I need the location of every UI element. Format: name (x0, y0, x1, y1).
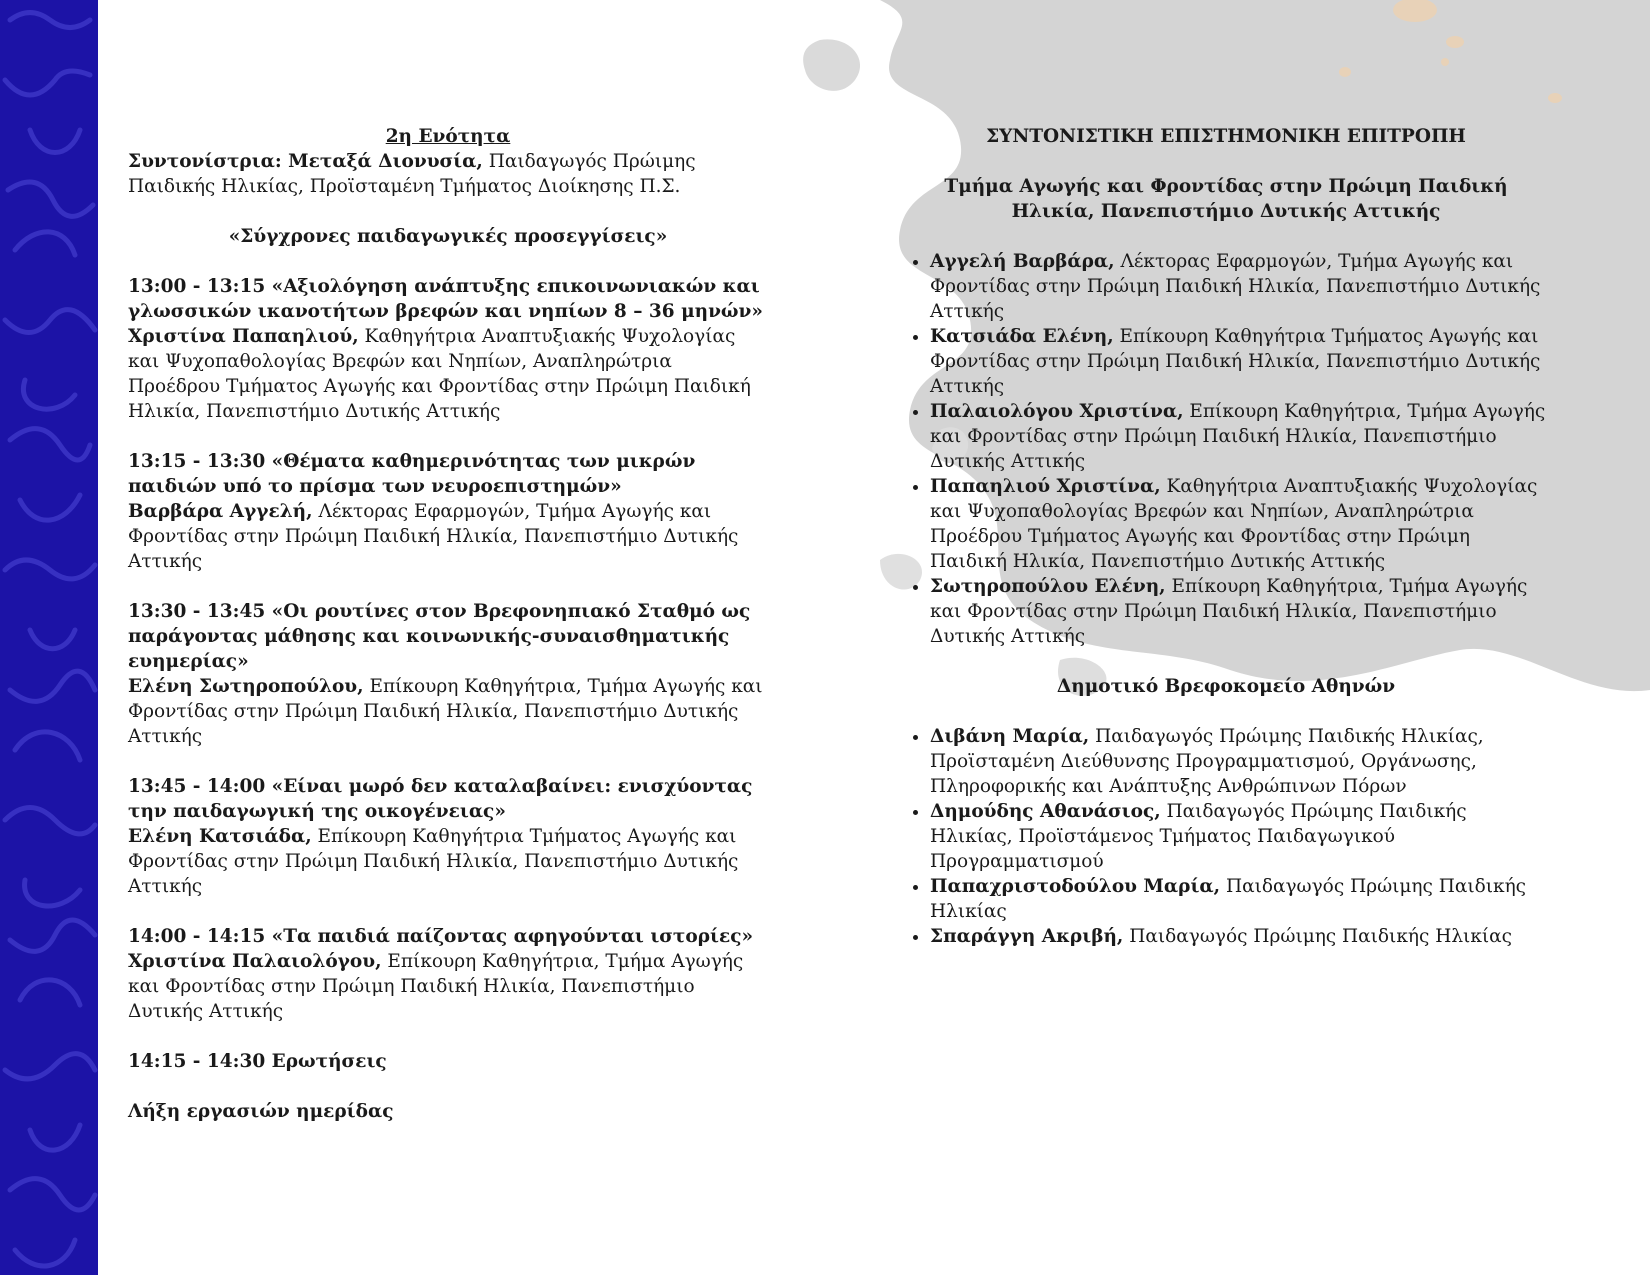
talk-item (128, 599, 768, 749)
department-members-list (900, 249, 1552, 649)
organization-members-list (900, 724, 1552, 949)
member-name: Διβάνη Μαρία, (930, 726, 1090, 747)
talk-heading: 13:45 - 14:00 «Είναι μωρό δεν καταλαβαίνει: ενισχύοντας την παιδαγωγική της οικογένειας» (128, 776, 753, 822)
talk-affiliation: Επίκουρη Καθηγήτρια Τμήματος Αγωγής και Φροντίδας στην Πρώιμη Παιδική Ηλικία, Πανεπιστήμιο Δυτικής Αττικής (128, 826, 739, 897)
closing-line: Λήξη εργασιών ημερίδας (128, 1101, 394, 1122)
member-role: Καθηγήτρια Αναπτυξιακής Ψυχολογίας και Ψυχοπαθολογίας Βρεφών και Νηπίων, Αναπληρώτρια Προέδρου Τμήματος Αγωγής και Φροντίδας στην Πρώιμη Παιδική Ηλικία, Πανεπιστήμιο Δυτικής Αττικής (930, 476, 1538, 572)
member-role: Παιδαγωγός Πρώιμης Παιδικής Ηλικίας, Προϊστάμενος Τμήματος Παιδαγωγικού Προγραμματισμού (930, 801, 1467, 872)
member-role: Επίκουρη Καθηγήτρια Τμήματος Αγωγής και Φροντίδας στην Πρώιμη Παιδική Ηλικία, Πανεπιστήμιο Δυτικής Αττικής (930, 326, 1541, 397)
talk-affiliation: Επίκουρη Καθηγήτρια, Τμήμα Αγωγής και Φροντίδας στην Πρώιμη Παιδική Ηλικία, Πανεπιστήμιο Δυτικής Αττικής (128, 676, 763, 747)
talk-affiliation: Καθηγήτρια Αναπτυξιακής Ψυχολογίας και Ψυχοπαθολογίας Βρεφών και Νηπίων, Αναπληρώτρια Προέδρου Τμήματος Αγωγής και Φροντίδας στην Πρώιμη Παιδική Ηλικία, Πανεπιστήμιο Δυτικής Αττικής (128, 326, 751, 422)
member-name: Παπαηλιού Χριστίνα, (930, 476, 1161, 497)
talk-heading: 13:30 - 13:45 «Οι ρουτίνες στον Βρεφονηπιακό Σταθμό ως παράγοντας μάθησης και κοινωνικής-συναισθηματικής ευημερίας» (128, 601, 751, 672)
session-theme: «Σύγχρονες παιδαγωγικές προσεγγίσεις» (228, 226, 668, 247)
member-role: Παιδαγωγός Πρώιμης Παιδικής Ηλικίας (930, 876, 1527, 922)
talk-speaker: Χριστίνα Παπαηλιού, (128, 326, 359, 347)
speck-5 (1441, 58, 1449, 66)
list-item (930, 324, 1552, 399)
talk-speaker: Ελένη Σωτηροπούλου, (128, 676, 364, 697)
list-item (930, 474, 1552, 574)
coordinator-role: Παιδαγωγός Πρώιμης Παιδικής Ηλικίας, Προϊσταμένη Τμήματος Διοίκησης Π.Σ. (128, 151, 696, 197)
committee-column (900, 124, 1552, 974)
talk-speaker: Βαρβάρα Αγγελή, (128, 501, 313, 522)
talk-speaker: Ελένη Κατσιάδα, (128, 826, 312, 847)
organization-title: Δημοτικό Βρεφοκομείο Αθηνών (1056, 676, 1396, 697)
coordinator-name: Συντονίστρια: Μεταξά Διονυσία, (128, 151, 483, 172)
talk-heading: 14:00 - 14:15 «Τα παιδιά παίζοντας αφηγούνται ιστορίες» (128, 926, 754, 947)
speck-3 (1339, 67, 1351, 77)
talk-speaker: Χριστίνα Παλαιολόγου, (128, 951, 382, 972)
list-item (930, 924, 1552, 949)
list-item (930, 874, 1552, 924)
member-role: Επίκουρη Καθηγήτρια, Τμήμα Αγωγής και Φροντίδας στην Πρώιμη Παιδική Ηλικία, Πανεπιστήμιο Δυτικής Αττικής (930, 401, 1546, 472)
member-name: Παπαχριστοδούλου Μαρία, (930, 876, 1221, 897)
coordinator-line (128, 149, 768, 199)
member-name: Σπαράγγη Ακριβή, (930, 926, 1124, 947)
talk-item (128, 449, 768, 574)
list-item (930, 249, 1552, 324)
talk-heading: 13:15 - 13:30 «Θέματα καθημερινότητας των μικρών παιδιών υπό το πρίσμα των νευροεπιστημών» (128, 451, 696, 497)
questions-slot: 14:15 - 14:30 Ερωτήσεις (128, 1051, 387, 1072)
member-role: Παιδαγωγός Πρώιμης Παιδικής Ηλικίας (1123, 926, 1512, 947)
talk-affiliation: Επίκουρη Καθηγήτρια, Τμήμα Αγωγής και Φροντίδας στην Πρώιμη Παιδική Ηλικία, Πανεπιστήμιο Δυτικής Αττικής (128, 951, 744, 1022)
member-name: Παλαιολόγου Χριστίνα, (930, 401, 1184, 422)
member-name: Σωτηροπούλου Ελένη, (930, 576, 1166, 597)
member-name: Δημούδης Αθανάσιος, (930, 801, 1161, 822)
speck-2 (1446, 36, 1464, 48)
section-title: 2η Ενότητα (385, 126, 511, 147)
talk-item (128, 924, 768, 1024)
band-swirl-pattern (0, 0, 98, 1275)
talk-heading: 13:00 - 13:15 «Αξιολόγηση ανάπτυξης επικοινωνιακών και γλωσσικών ικανοτήτων βρεφών και νηπίων 8 – 36 μηνών» (128, 276, 763, 322)
talk-item (128, 274, 768, 424)
talk-item (128, 774, 768, 899)
department-title: Τμήμα Αγωγής και Φροντίδας στην Πρώιμη Παιδική Ηλικία, Πανεπιστήμιο Δυτικής Αττικής (944, 176, 1508, 222)
member-role: Παιδαγωγός Πρώιμης Παιδικής Ηλικίας, Προϊσταμένη Διεύθυνσης Προγραμματισμού, Οργάνωσης, Πληροφορικής και Ανάπτυξης Ανθρώπινων Πόρων (930, 726, 1484, 797)
program-column (128, 124, 768, 1124)
speck-4 (1548, 93, 1562, 103)
list-item (930, 574, 1552, 649)
side-decorative-band (0, 0, 98, 1275)
member-name: Κατσιάδα Ελένη, (930, 326, 1114, 347)
committee-title: ΣΥΝΤΟΝΙΣΤΙΚΗ ΕΠΙΣΤΗΜΟΝΙΚΗ ΕΠΙΤΡΟΠΗ (986, 126, 1466, 147)
list-item (930, 399, 1552, 474)
list-item (930, 724, 1552, 799)
talk-affiliation: Λέκτορας Εφαρμογών, Τμήμα Αγωγής και Φροντίδας στην Πρώιμη Παιδική Ηλικία, Πανεπιστήμιο Δυτικής Αττικής (128, 501, 739, 572)
member-role: Επίκουρη Καθηγήτρια, Τμήμα Αγωγής και Φροντίδας στην Πρώιμη Παιδική Ηλικία, Πανεπιστήμιο Δυτικής Αττικής (930, 576, 1528, 647)
member-role: Λέκτορας Εφαρμογών, Τμήμα Αγωγής και Φροντίδας στην Πρώιμη Παιδική Ηλικία, Πανεπιστήμιο Δυτικής Αττικής (930, 251, 1541, 322)
list-item (930, 799, 1552, 874)
member-name: Αγγελή Βαρβάρα, (930, 251, 1115, 272)
